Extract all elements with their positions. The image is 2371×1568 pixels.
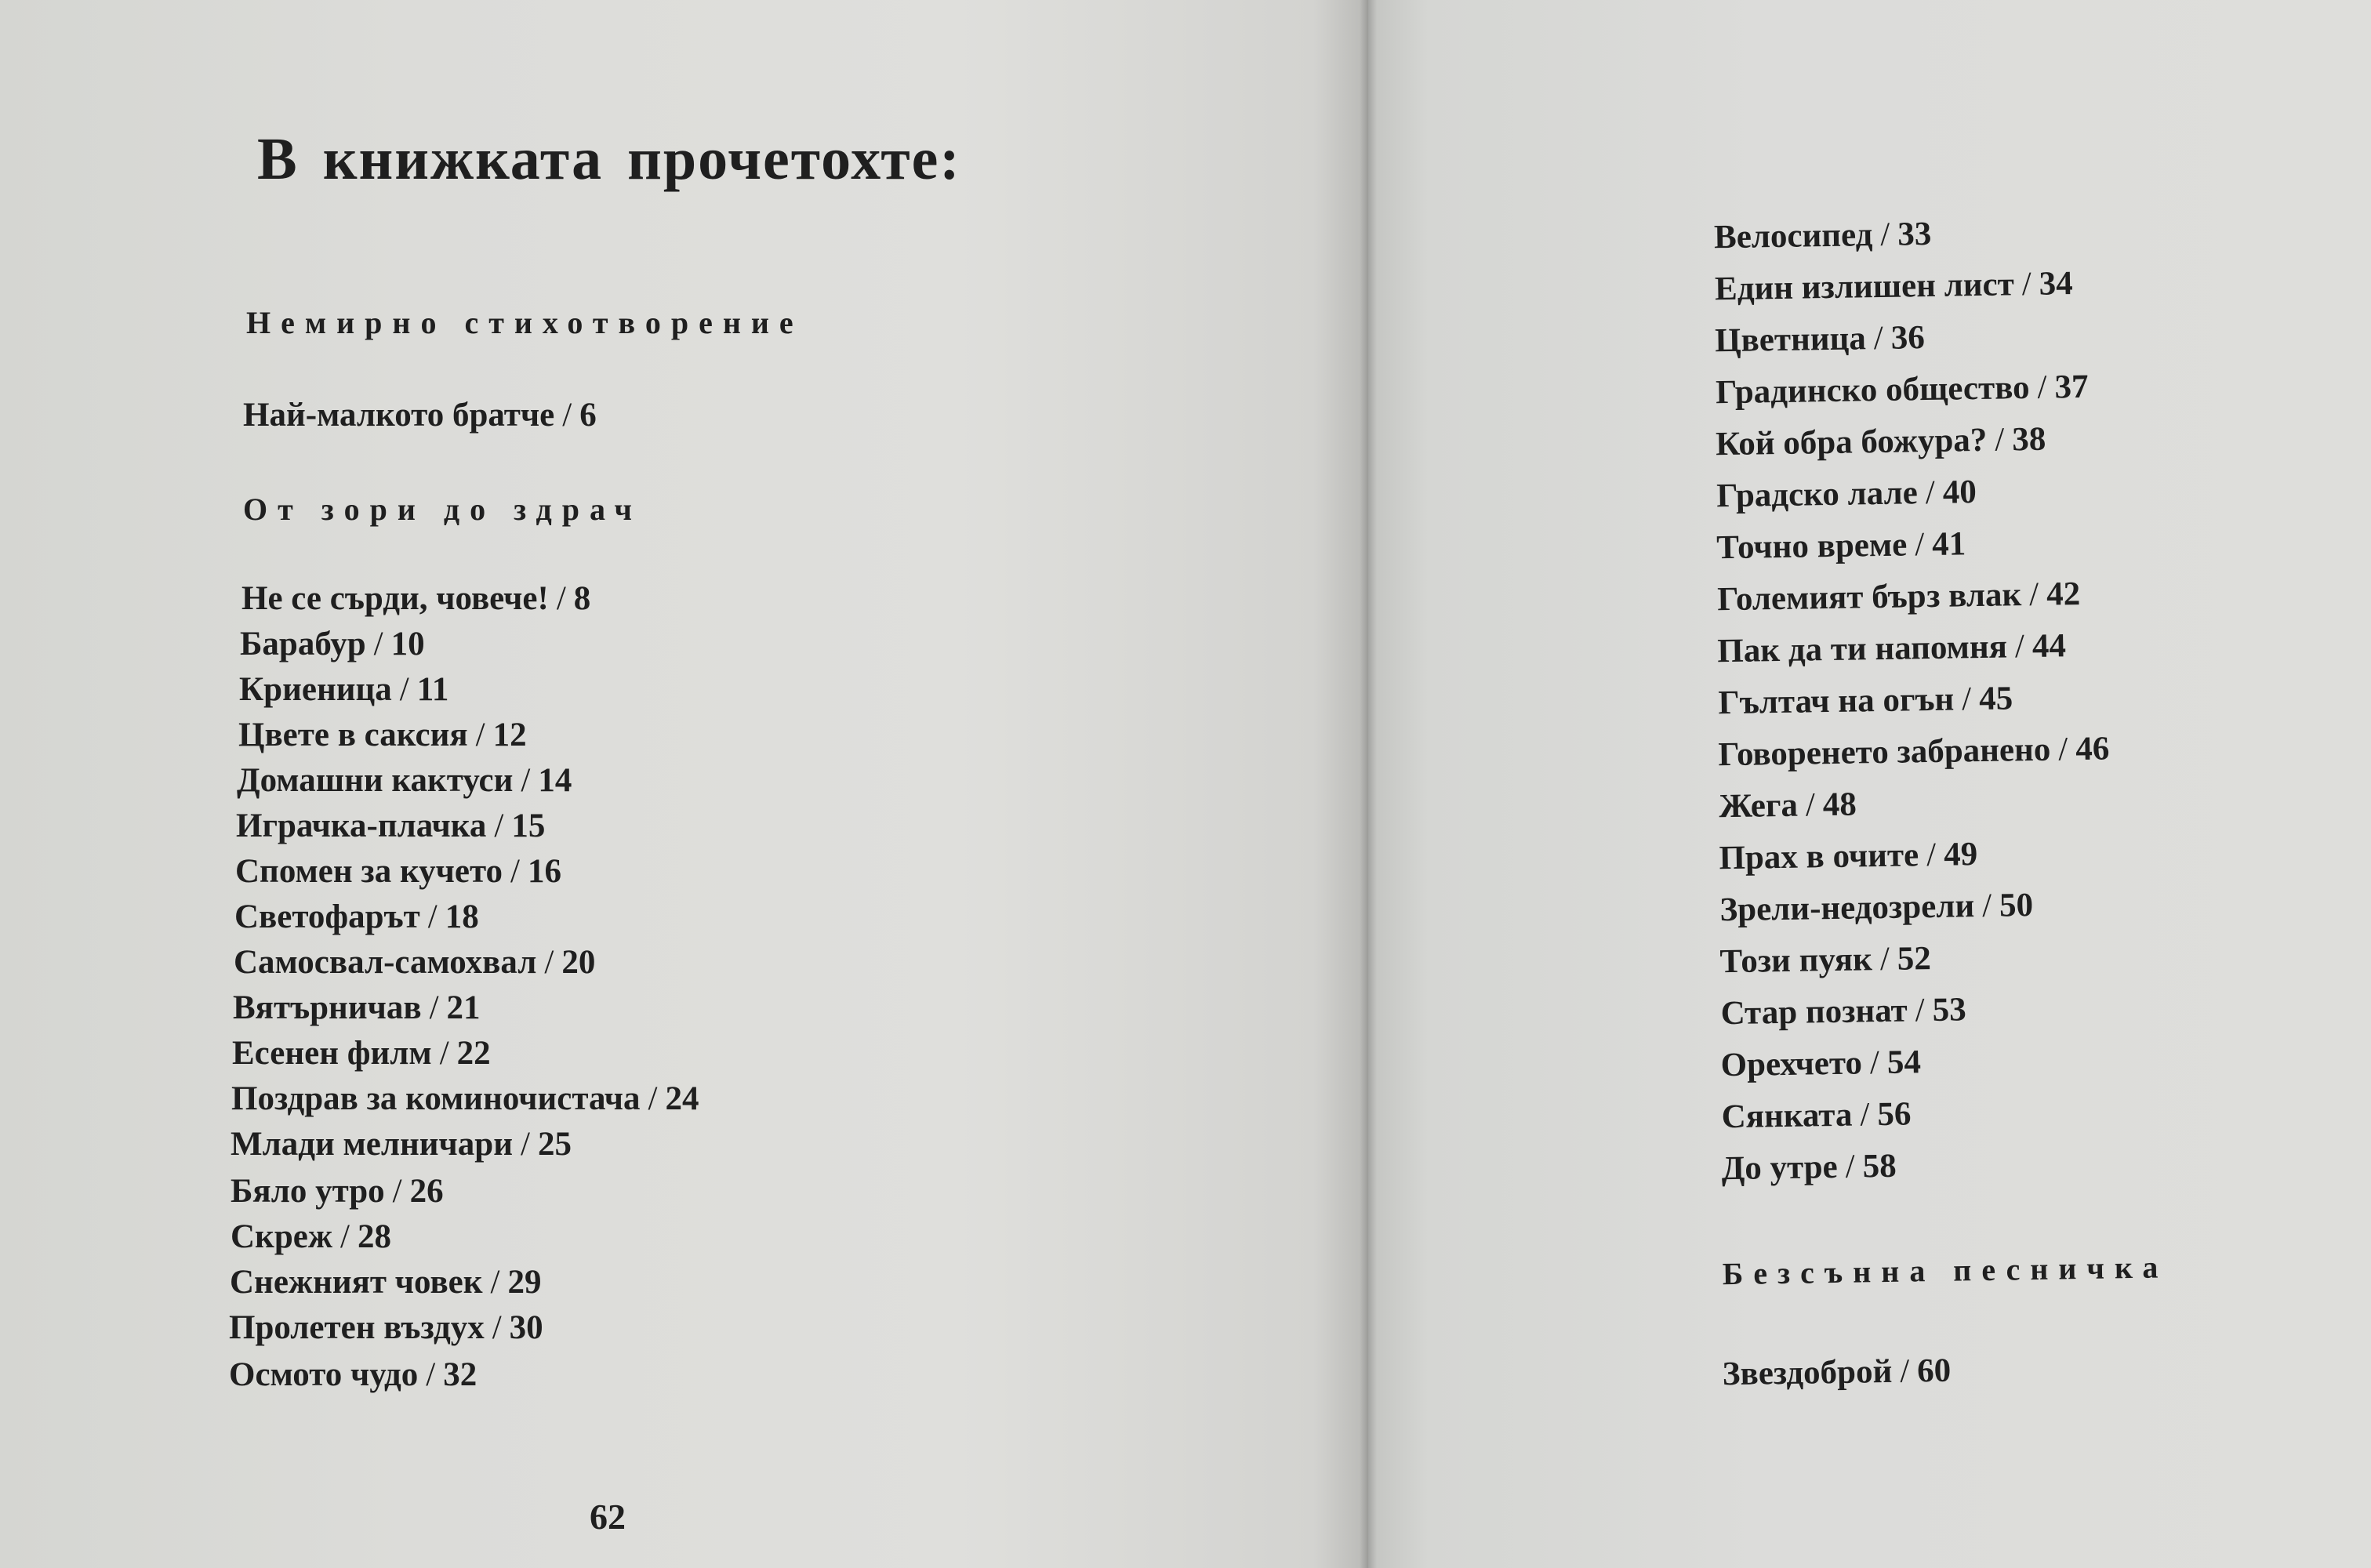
- entry-title: Спомен за кучето: [235, 853, 503, 890]
- entry-title: Най-малкото братче: [243, 397, 555, 434]
- entry-title: Снежният човек: [230, 1264, 483, 1301]
- toc-entry: Млади мелничари / 25: [231, 1126, 572, 1163]
- toc-entry: Цветница / 36: [1714, 319, 1926, 360]
- entry-page: 41: [1931, 525, 1966, 563]
- entry-page: 6: [579, 397, 597, 434]
- toc-entry: Бяло утро / 26: [231, 1173, 444, 1210]
- entry-page: 30: [509, 1309, 543, 1346]
- toc-entry: До утре / 58: [1721, 1147, 1897, 1188]
- entry-title: Орехчето: [1720, 1044, 1863, 1084]
- entry-page: 25: [537, 1126, 572, 1163]
- toc-entry: Този пуяк / 52: [1719, 940, 1932, 981]
- toc-entry: Снежният човек / 29: [230, 1264, 542, 1301]
- section-title: Безсънна песничка: [1722, 1249, 2169, 1292]
- toc-entry: Стар познат / 53: [1720, 991, 1967, 1033]
- entry-page: 44: [2032, 627, 2067, 665]
- entry-title: Звездоброй: [1722, 1352, 1893, 1393]
- toc-entry: Жега / 48: [1719, 786, 1857, 826]
- entry-title: Този пуяк: [1719, 941, 1873, 981]
- toc-entry: Осмото чудо / 32: [229, 1356, 477, 1393]
- toc-entry: Гълтач на огън / 45: [1718, 680, 2013, 722]
- toc-entry: Домашни кактуси / 14: [237, 762, 572, 799]
- entry-page: 49: [1943, 836, 1978, 873]
- book-gutter: [1360, 0, 1377, 1568]
- toc-entry: Градинско общество / 37: [1715, 368, 2089, 412]
- toc-entry: Звездоброй / 60: [1722, 1352, 1952, 1393]
- entry-title: Градинско общество: [1715, 368, 2030, 412]
- section-title: Немирно стихотворение: [246, 305, 804, 340]
- entry-page: 52: [1897, 940, 1932, 978]
- contents-heading: В книжката прочетохте:: [257, 126, 961, 192]
- entry-page: 36: [1890, 319, 1926, 357]
- toc-entry: Пролетен въздух / 30: [229, 1309, 543, 1346]
- entry-page: 50: [1999, 886, 2034, 924]
- entry-page: 12: [492, 717, 527, 753]
- entry-page: 58: [1862, 1147, 1897, 1185]
- entry-title: Скреж: [231, 1218, 333, 1255]
- toc-entry: Големият бърз влак / 42: [1716, 575, 2081, 619]
- entry-page: 22: [456, 1035, 491, 1072]
- entry-page: 29: [507, 1264, 542, 1301]
- entry-title: Един излишен лист: [1714, 266, 2015, 308]
- entry-title: Осмото чудо: [229, 1356, 419, 1393]
- toc-entry: Говоренето забранено / 46: [1718, 730, 2110, 774]
- entry-title: Градско лале: [1716, 474, 1919, 515]
- entry-title: Домашни кактуси: [237, 762, 514, 799]
- entry-title: Сянката: [1721, 1096, 1853, 1136]
- toc-entry: Точно време / 41: [1716, 525, 1966, 567]
- entry-title: Есенен филм: [232, 1035, 432, 1072]
- entry-page: 60: [1916, 1352, 1952, 1390]
- toc-entry: Един излишен лист / 34: [1714, 265, 2074, 308]
- entry-page: 38: [2011, 420, 2046, 459]
- entry-page: 46: [2075, 730, 2110, 768]
- toc-entry: Поздрав за коминочистача / 24: [231, 1080, 699, 1117]
- entry-title: Пак да ти напомня: [1716, 628, 2008, 670]
- entry-page: 33: [1897, 215, 1932, 253]
- entry-title: Зрели-недозрели: [1719, 887, 1975, 929]
- right-page: [1368, 0, 2371, 1568]
- entry-page: 32: [443, 1356, 477, 1393]
- toc-entry: Самосвал-самохвал / 20: [234, 944, 596, 981]
- toc-entry: Играчка-плачка / 15: [236, 808, 546, 844]
- entry-title: Големият бърз влак: [1716, 576, 2022, 619]
- toc-entry: Сянката / 56: [1721, 1095, 1912, 1136]
- entry-page: 37: [2054, 368, 2089, 406]
- entry-title: Прах в очите: [1719, 837, 1919, 877]
- toc-entry: Спомен за кучето / 16: [235, 853, 561, 890]
- right-column: [1368, 0, 2371, 1568]
- entry-page: 56: [1877, 1095, 1912, 1134]
- entry-title: Цвете в саксия: [238, 717, 468, 753]
- page-number: 62: [590, 1497, 626, 1537]
- toc-entry: Не се сърди, човече! / 8: [241, 580, 591, 617]
- toc-entry: Цвете в саксия / 12: [238, 717, 527, 753]
- entry-title: Криеница: [239, 671, 392, 708]
- entry-page: 48: [1822, 786, 1857, 824]
- entry-title: Говоренето забранено: [1718, 731, 2051, 774]
- entry-page: 16: [527, 853, 561, 890]
- entry-title: Не се сърди, човече!: [241, 580, 549, 617]
- entry-page: 8: [573, 580, 591, 617]
- section-title: От зори до здрач: [243, 492, 642, 527]
- toc-entry: Барабур / 10: [240, 626, 425, 662]
- entry-title: Точно време: [1716, 526, 1908, 567]
- toc-entry: Прах в очите / 49: [1719, 836, 1978, 877]
- toc-entry: Пак да ти напомня / 44: [1716, 627, 2067, 670]
- entry-page: 20: [561, 944, 596, 981]
- entry-page: 10: [390, 626, 425, 662]
- entry-title: Стар познат: [1720, 992, 1908, 1033]
- entry-title: Светофарът: [234, 898, 420, 935]
- entry-page: 11: [416, 671, 449, 708]
- entry-page: 28: [357, 1218, 391, 1255]
- entry-title: До утре: [1721, 1148, 1839, 1188]
- toc-entry: Градско лале / 40: [1716, 474, 1977, 515]
- entry-page: 21: [446, 989, 481, 1026]
- toc-entry: Криеница / 11: [239, 671, 449, 708]
- toc-entry: Орехчето / 54: [1720, 1044, 1922, 1084]
- toc-entry: Велосипед / 33: [1713, 215, 1932, 256]
- entry-page: 14: [538, 762, 572, 799]
- entry-page: 34: [2039, 265, 2074, 303]
- entry-page: 40: [1942, 474, 1977, 511]
- entry-title: Жега: [1719, 786, 1799, 826]
- entry-title: Пролетен въздух: [229, 1309, 485, 1346]
- entry-title: Гълтач на огън: [1718, 681, 1955, 722]
- entry-title: Млади мелничари: [231, 1126, 513, 1163]
- entry-page: 18: [445, 898, 479, 935]
- toc-entry: Вятърничав / 21: [233, 989, 481, 1026]
- toc-entry: Есенен филм / 22: [232, 1035, 491, 1072]
- entry-page: 26: [409, 1173, 444, 1210]
- toc-entry: Зрели-недозрели / 50: [1719, 886, 2034, 929]
- entry-page: 54: [1886, 1044, 1922, 1081]
- entry-title: Играчка-плачка: [236, 808, 487, 844]
- entry-title: Поздрав за коминочистача: [231, 1080, 641, 1117]
- entry-title: Самосвал-самохвал: [234, 944, 537, 981]
- entry-page: 15: [511, 808, 546, 844]
- toc-entry: Кой обра божура? / 38: [1715, 420, 2046, 463]
- entry-page: 45: [1978, 680, 2013, 718]
- entry-page: 42: [2046, 575, 2081, 613]
- entry-page: 53: [1932, 991, 1967, 1029]
- entry-title: Велосипед: [1713, 216, 1873, 256]
- toc-entry: Скреж / 28: [231, 1218, 391, 1255]
- entry-title: Вятърничав: [233, 989, 422, 1026]
- entry-title: Барабур: [240, 626, 366, 662]
- entry-title: Бяло утро: [231, 1173, 385, 1210]
- entry-title: Цветница: [1714, 320, 1867, 360]
- toc-entry: Светофарът / 18: [234, 898, 479, 935]
- toc-entry: Най-малкото братче / 6: [243, 397, 597, 434]
- entry-title: Кой обра божура?: [1715, 421, 1988, 463]
- entry-page: 24: [665, 1080, 699, 1117]
